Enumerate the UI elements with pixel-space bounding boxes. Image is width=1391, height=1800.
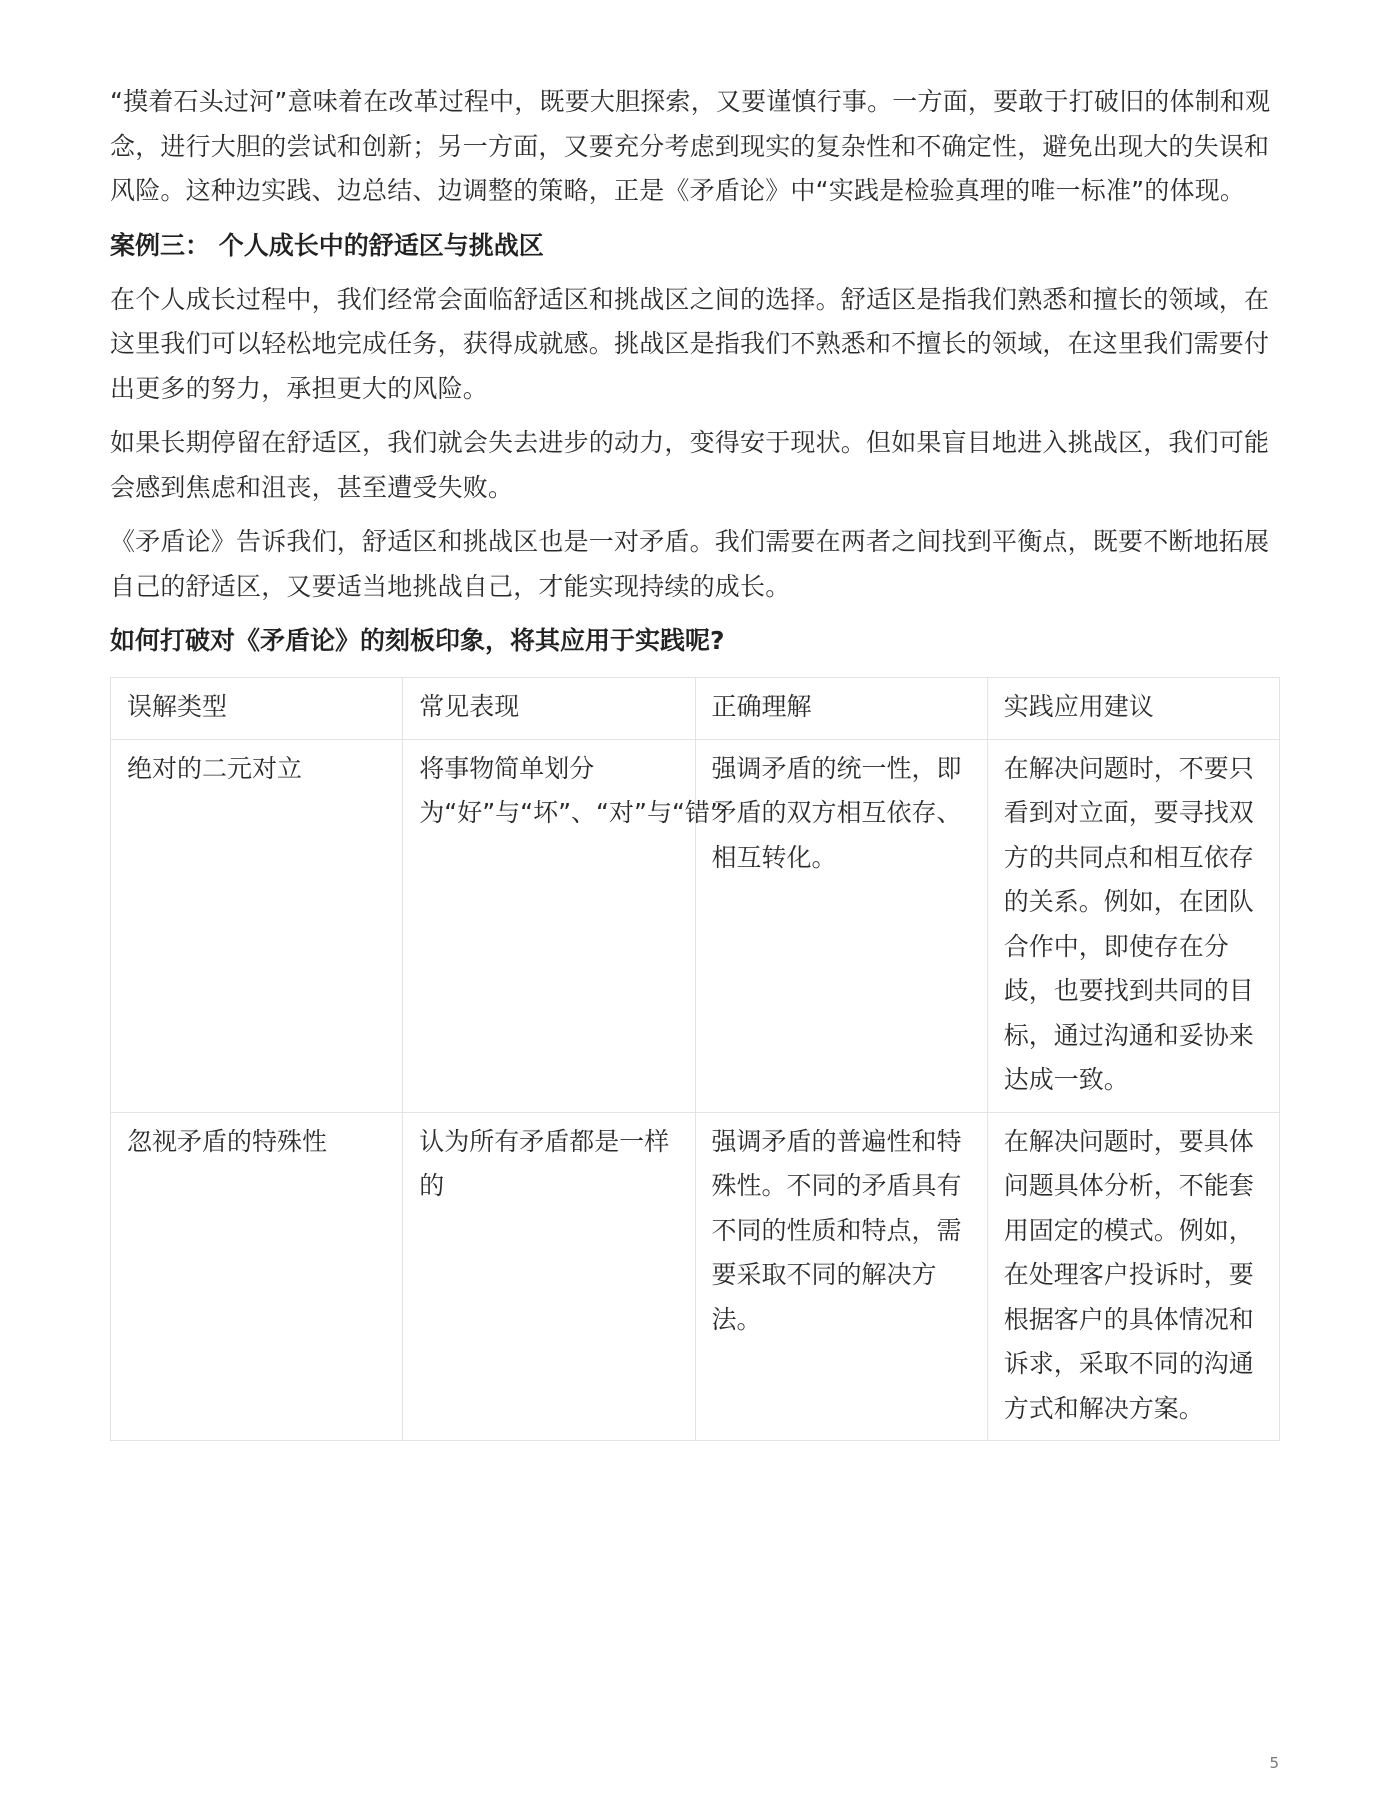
table-cell: 在解决问题时，要具体问题具体分析，不能套用固定的模式。例如，在处理客户投诉时，要根据客户的具体情况和诉求，采取不同的沟通方式和解决方案。: [987, 1112, 1279, 1441]
paragraph-balance-point: 《矛盾论》告诉我们，舒适区和挑战区也是一对矛盾。我们需要在两者之间找到平衡点，既要不断地拓展自己的舒适区，又要适当地挑战自己，才能实现持续的成长。: [110, 527, 1270, 601]
paragraph-crossing-river: “摸着石头过河”意味着在改革过程中，既要大胆探索，又要谨慎行事。一方面，要敢于打破旧的体制和观念，进行大胆的尝试和创新；另一方面，又要充分考虑到现实的复杂性和不确定性，避免出现大的失误和风险。这种边实践、边总结、边调整的策略，正是《矛盾论》中“实践是检验真理的唯一标准”的体现。: [110, 87, 1271, 205]
document-page: [110, 80, 1280, 1441]
table-header-cell: 正确理解: [695, 678, 987, 740]
page-number: 5: [1269, 1754, 1279, 1772]
table-cell: 认为所有矛盾都是一样的: [403, 1112, 695, 1441]
paragraph-staying-in-comfort-zone: 如果长期停留在舒适区，我们就会失去进步的动力，变得安于现状。但如果盲目地进入挑战区，我们可能会感到焦虑和沮丧，甚至遭受失败。: [110, 428, 1270, 502]
table-cell: 在解决问题时，不要只看到对立面，要寻找双方的共同点和相互依存的关系。例如，在团队合作中，即使存在分歧，也要找到共同的目标，通过沟通和妥协来达成一致。: [987, 739, 1279, 1112]
table-cell: 绝对的二元对立: [111, 739, 403, 1112]
heading-apply-question: 如何打破对《矛盾论》的刻板印象，将其应用于实践呢?: [110, 626, 725, 655]
table-cell: 强调矛盾的统一性，即矛盾的双方相互依存、相互转化。: [695, 739, 987, 1112]
table-header-cell: 实践应用建议: [987, 678, 1279, 740]
table-header-row: [111, 678, 1280, 740]
table-cell: 忽视矛盾的特殊性: [111, 1112, 403, 1441]
table-cell: 强调矛盾的普遍性和特殊性。不同的矛盾具有不同的性质和特点，需要采取不同的解决方法。: [695, 1112, 987, 1441]
misconception-table: [110, 677, 1280, 1441]
paragraph-comfort-challenge-zone: 在个人成长过程中，我们经常会面临舒适区和挑战区之间的选择。舒适区是指我们熟悉和擅长的领域，在这里我们可以轻松地完成任务，获得成就感。挑战区是指我们不熟悉和不擅长的领域，在这里我们需要付出更多的努力，承担更大的风险。: [110, 284, 1270, 403]
heading-case-three: 案例三： 个人成长中的舒适区与挑战区: [110, 230, 544, 260]
table-header-cell: 常见表现: [403, 678, 695, 740]
table-row: [111, 1112, 1280, 1441]
table-row: [111, 739, 1280, 1112]
table-header-cell: 误解类型: [111, 678, 403, 740]
table-cell: 将事物简单划分为“好”与“坏”、“对”与“错”: [403, 739, 695, 1112]
